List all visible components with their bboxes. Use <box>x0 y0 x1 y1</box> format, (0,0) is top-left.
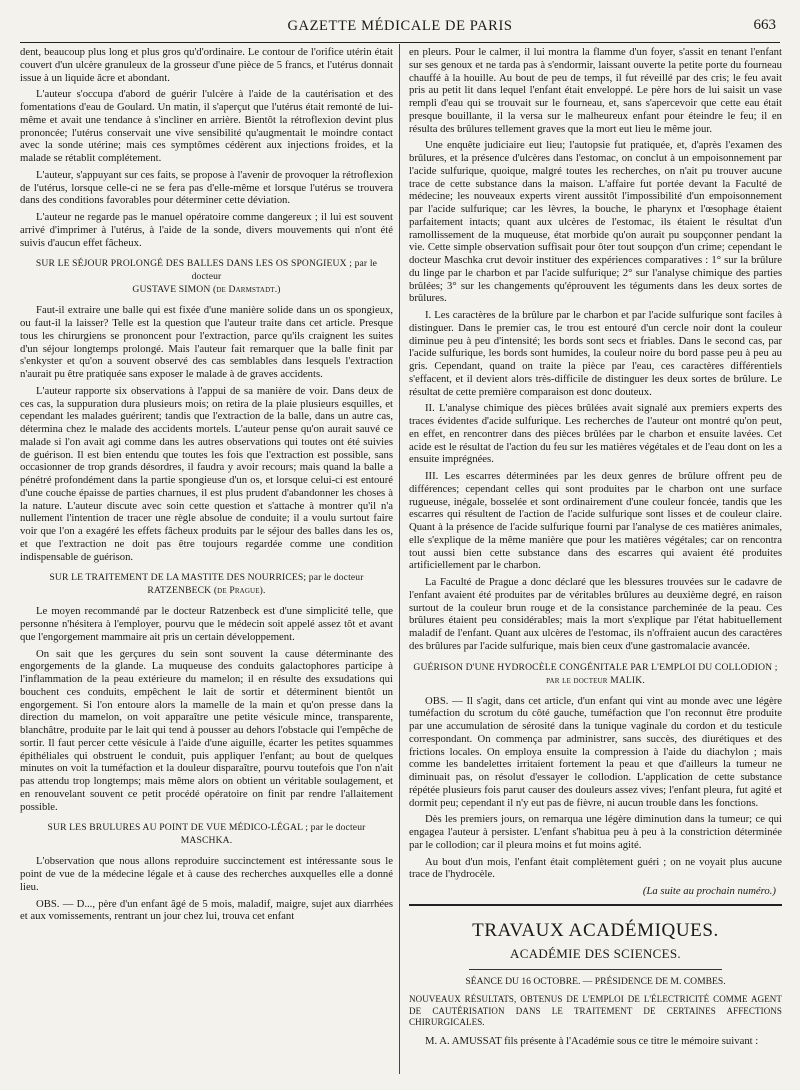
paragraph: I. Les caractères de la brûlure par le charbon et par l'acide sulfurique sont faciles à distinguer. Dans le premier cas, le trou est entouré d'un cercle noir dont la couleur diminue peu à peu d'intensité; les bords sont secs et friables. Dans le second cas, par l'acide sulfurique, les bords sont humides, la couleur noire du bord passe peu à peu au gris. Cependant, quand on traite la pièce par l'eau, ces caractères différentiels s'effacent, et il devient alors très-difficile de distinguer les deux sortes de brûlure. Le résultat de cette première comparaison est donc douteux. <box>409 309 782 398</box>
section-heading <box>24 571 389 597</box>
paragraph: Le moyen recommandé par le docteur Ratzenbeck est d'une simplicité telle, que personne n'hésitera à l'employer, pourvu que le médecin soit appelé assez tôt et avant que l'engorgement mammaire ait pris un certain développement. <box>20 605 393 643</box>
paragraph: OBS. — Il s'agit, dans cet article, d'un enfant qui vint au monde avec une légère tuméfaction du scrotum du côté gauche, tuméfaction que l'on reconnut être produite par une accumulation de sérosité dans la tunique vaginale du cordon et du testicule correspondant. On commença par administrer, sans succès, des diurétiques et des frictions locales. On employa ensuite la compression à l'aide du diachylon ; mais comme les bandelettes irritaient fortement la peau et que d'ailleurs la tumeur ne diminuait pas, on résolut d'essayer le collodion. L'application de cette substance répétée plusieurs fois parut causer des douleurs assez vives; l'enfant pleura, fut agité et dormit peu; cependant il n'y eut pas de fièvre, ni aucun trouble dans les fonctions. <box>409 694 782 809</box>
journal-title: GAZETTE MÉDICALE DE PARIS <box>287 18 513 34</box>
paragraph: en pleurs. Pour le calmer, il lui montra la flamme d'un foyer, s'assit en tenant l'enfant sur ses genoux et ne tarda pas à s'endormir, laissant ouverte la petite porte du fourneau chauffé à la houille. Au bout de peu de temps, il fut réveillé par des cris; le feu avait pris au petit lit dans lequel l'enfant était enveloppé. Le père hors de lui saisit un vase rempli d'eau qui se trouvait sur le fourneau, et, sans s'apercevoir que cette eau était presque bouillante, il la versa sur le malheureux enfant pour éteindre le feu; il en résulta des brûlures tellement graves que la mort eut lieu le même jour. <box>409 46 782 135</box>
section-author: RATZENBECK (de Prague). <box>147 585 266 597</box>
paragraph: Dès les premiers jours, on remarqua une légère diminution dans la tumeur; ce qui engagea l'auteur à persister. L'enfant s'habitua peu à peu à la constriction déterminée par le collodion; car il pleura moins et fut moins agité. <box>409 813 782 851</box>
page-number: 663 <box>753 17 776 33</box>
column-divider <box>399 44 400 1074</box>
academy-title: TRAVAUX ACADÉMIQUES. <box>472 919 719 941</box>
short-rule <box>469 969 722 970</box>
paragraph: L'auteur, s'appuyant sur ces faits, se propose à l'avenir de provoquer la rétroflexion de l'utérus, lorsque celle-ci ne se fera pas d'elle-même et lorsque l'utérus se trouvera dans des conditions favorables pour déterminer cette déviation. <box>20 168 393 207</box>
paragraph: On sait que les gerçures du sein sont souvent la cause déterminante des engorgements de la glande. La muqueuse des conduits galactophores participe à l'inflammation de la peau extérieure du mamelon; il en résulte des exsudations qui bouchent ces conduits, empêchent le lait de sortir et déterminent bientôt un engorgement. Si l'on entoure alors la mamelle de la main et qu'on presse dans la direction du mamelon, on voit apparaître une petite vésicule mince, transparente, blanchâtre, produite par le lait qui tend à pousser au dehors l'obstacle qui l'empêche de sortir. Il faut percer cette vésicule à l'aide d'une aiguille, écarter les petites squammes épithéliales qui obstruent le conduit, puis appliquer l'enfant; au bout de quelques minutes on voit la tuméfaction et la douleur disparaître, pourvu toutefois que l'on n'ait pas attendu trop longtemps; mais même alors on obtient un véritable soulagement, et en renouvelant souvent ce petit procédé opératoire on finit par rendre l'allaitement possible. <box>20 647 393 813</box>
academy-subtitle: ACADÉMIE DES SCIENCES. <box>510 945 681 961</box>
section-author: GUSTAVE SIMON (de Darmstadt.) <box>132 284 281 296</box>
section-title: NOUVEAUX RÉSULTATS, OBTENUS DE L'EMPLOI DE L'ÉLECTRICITÉ COMME AGENT DE CAUTÉRISATION DANS LE TRAITEMENT DE CERTAINES AFFECTIONS CHIRURGICALES. <box>409 994 782 1028</box>
paragraph: L'auteur rapporte six observations à l'appui de sa manière de voir. Dans deux de ces cas, la suppuration dura plusieurs mois; on retira de la plaie plusieurs esquilles, et cependant les malades guérirent; tandis que l'extraction de la balle, dans un autre cas, détermina chez le malade des accidents mortels. L'auteur pense qu'on aurait sauvé ce malade si l'on avait agi comme dans les autres observations qui toutes ont été suivies de guérison. Il est bien entendu que toutes les fois que l'extraction est possible, sans occasionner de trop grands désordres, il faudra y avoir recours; mais quand la balle a pénétré profondément dans la partie spongieuse d'un os, et lorsque celui-ci est entouré d'une couche épaisse de parties charnues, il est plus prudent d'abandonner les choses à la nature. L'auteur discute avec soin cette question et s'attache à montrer qu'il n'a nullement l'intention de tracer une règle absolue de conduite; il a voulu surtout faire voir que l'on a exagéré les effets fâcheux produits par le séjour des balles dans les os, et que l'extraction ne doit pas être toujours regardée comme une condition indispensable de guérison. <box>20 384 393 563</box>
section-title: SUR LES BRULURES AU POINT DE VUE MÉDICO-LÉGAL ; par le docteur <box>47 822 366 834</box>
paragraph: dent, beaucoup plus long et plus gros qu'd'ordinaire. Le contour de l'orifice utérin était couvert d'un ulcère granuleux de la grosseur d'une pièce de 5 francs, et l'utérus donnait issue à un liquide âcre et abondant. <box>20 46 393 84</box>
paragraph: La Faculté de Prague a donc déclaré que les blessures trouvées sur le cadavre de l'enfant avaient été produites par de véritables brûlures au deuxième degré, en raison surtout de la couleur brun rouge et de la consistance parcheminée de la peau. Ces brûlures étaient peu considérables; mais la mort s'explique par l'état habituellement maladif de l'enfant. Quant aux ulcères de l'estomac, ils n'offraient aucun des caractères des brûlures par l'acide sulfurique, mais bien ceux d'une gastromalacie avancée. <box>409 576 782 652</box>
paragraph: M. A. AMUSSAT fils présente à l'Académie sous ce titre le mémoire suivant : <box>425 1034 759 1047</box>
section-author: MASCHKA. <box>180 835 233 847</box>
paragraph: III. Les escarres déterminées par les deux genres de brûlure offrent peu de différences; cependant celles qui sont produites par le charbon ont une surface rugueuse, inégale, bosselée et sont ordinairement d'une couleur foncée, tandis que les escarres qui résultent de l'action de l'acide sulfurique sont lisses et de couleur claire. Quant à la présence de l'acide sulfurique fourni par l'analyse de ces matières animales, elle s'explique de la même manière que pour les matières végétales; car on rencontra tout aussi bien cette substance dans des escarres qui avaient été produites artificiellement par le charbon. <box>409 470 782 572</box>
paragraph: L'auteur ne regarde pas le manuel opératoire comme dangereux ; il lui est souvent arrivé d'imprimer à l'utérus, à l'aide de la sonde, divers mouvements qui n'ont été suivis d'aucun effet fâcheux. <box>20 211 393 249</box>
paragraph: Au bout d'un mois, l'enfant était complètement guéri ; on ne voyait plus aucune trace de l'hydrocèle. <box>409 855 782 881</box>
page-header <box>20 12 780 43</box>
paragraph: Faut-il extraire une balle qui est fixée d'une manière solide dans un os spongieux, ou faut-il la laisser? Telle est la question que l'auteur traite dans cet article. Presque tous les chirurgiens se prononcent pour l'extraction, parce qu'ils craignent les suites d'un séjour longtemps prolongé. Mais l'auteur fait remarquer que la balle finit par s'enkyster et qu'on a souvent observé des cas semblables dans lesquels l'extraction n'aurait pu être pratiquée sans exposer le malade à de graves accidents. <box>20 304 393 380</box>
session-line: SÉANCE DU 16 OCTOBRE. — PRÉSIDENCE DE M. COMBES. <box>465 975 726 987</box>
section-title: SUR LE TRAITEMENT DE LA MASTITE DES NOURRICES; par le docteur <box>49 572 364 584</box>
section-rule <box>409 904 782 906</box>
paragraph: II. L'analyse chimique des pièces brûlées avait signalé aux premiers experts des traces évidentes d'acide sulfurique. Les recherches de l'auteur ont montré qu'on peut, en effet, en rencontrer dans des pièces brûlées par le charbon et ensuite lavées. Cet acide est le résultat de l'action du feu sur les matières végétales et de l'eau dont on les a ensuite imprégnées. <box>409 402 782 466</box>
continued-note: (La suite au prochain numéro.) <box>642 885 776 897</box>
left-column <box>20 46 393 1076</box>
paragraph: OBS. — D..., père d'un enfant âgé de 5 mois, maladif, maigre, sujet aux diarrhées et aux vomissements, rentrant un jour chez lui, trouva cet enfant <box>20 897 393 923</box>
section-heading <box>24 821 389 847</box>
section-title: GUÉRISON D'UNE HYDROCÈLE CONGÉNITALE PAR L'EMPLOI DU COLLODION ; <box>413 661 778 673</box>
right-column <box>409 46 782 1076</box>
paragraph: Une enquête judiciaire eut lieu; l'autopsie fut pratiquée, et, d'après l'examen des brûlures, et la présence d'ulcères dans l'estomac, on conclut à un empoisonnement par l'acide sulfurique, quoique, malgré toutes les recherches, on n'ait pu trouver aucune trace de cette substance dans la maison. L'affaire fut portée devant la Faculté de médecine; les nouveaux experts virent aussitôt l'impossibilité d'un empoisonnement par l'acide sulfurique; car les lèvres, la bouche, le pharynx et l'œsophage étaient parfaitement intacts; quant aux ulcères de l'estomac, ils étaient le résultat d'un ramollissement de la muqueuse, état morbide qu'on aurait pu soupçonner pendant la vie. Cette simple observation suffisait pour ôter tout soupçon d'un crime; cependant le docteur Maschka crut devoir instituer des expériences comparatives : 1° sur la brûlure du linge par le charbon et par l'acide sulfurique; 2° sur l'analyse chimique des parties brûlées; 3° sur les changements qu'éprouvent les téguments dans les deux sortes de brûlures. <box>409 139 782 305</box>
paragraph: L'observation que nous allons reproduire succinctement est intéressante sous le point de vue de la médecine légale et à cause des recherches auxquelles elle a donné lieu. <box>20 855 393 893</box>
paragraph: L'auteur s'occupa d'abord de guérir l'ulcère à l'aide de la cautérisation et des fomentations d'eau de Goulard. Un matin, il s'aperçut que l'utérus était remonté de lui-même et avait une tendance à s'incliner en arrière. Bientôt la rétroflexion devint plus prononcée; l'utérus conservait une vive sensibilité qu'augmentait le moindre contact avec la sonde utérine; mais ces symptômes cédèrent aux injections froides, et la malade se rétablit complétement. <box>20 88 393 164</box>
section-heading <box>413 661 778 687</box>
section-author: par le docteur MALIK. <box>546 674 645 686</box>
section-title: SUR LE SÉJOUR PROLONGÉ DES BALLES DANS LES OS SPONGIEUX ; par le docteur <box>35 258 378 283</box>
section-heading <box>24 257 389 296</box>
